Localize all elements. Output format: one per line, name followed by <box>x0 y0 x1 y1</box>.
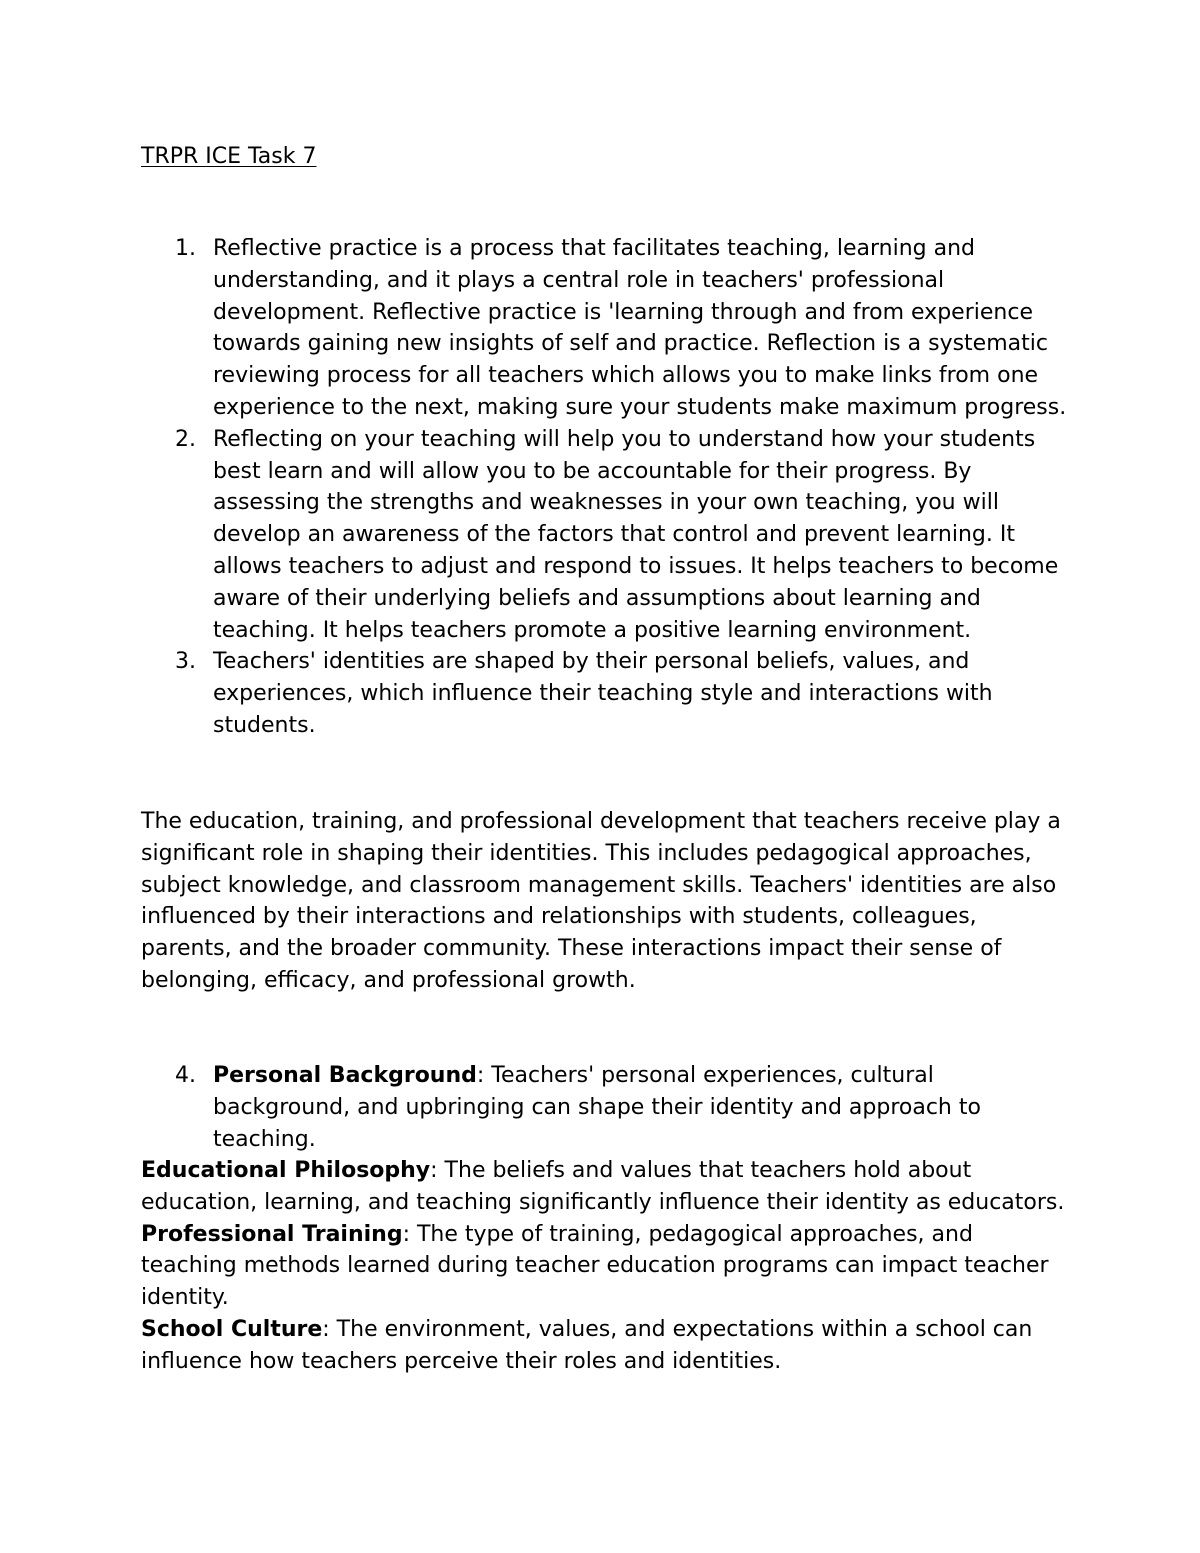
factor-label: Professional Training <box>141 1221 403 1247</box>
list-item-text: Teachers' identities are shaped by their personal beliefs, values, and experiences, which influence their teaching style and interactions with students. <box>213 649 993 738</box>
factors-section <box>141 1155 1071 1378</box>
list-item <box>0 1060 1073 1155</box>
list-item-number: 1. <box>175 236 196 261</box>
list-item-number: 2. <box>175 426 196 452</box>
list-item-number: 3. <box>175 649 196 675</box>
list-item-text: Reflecting on your teaching will help you to understand how your students best learn and will allow you to be accountable for their progress. By assessing the strengths and weaknesses in your own teaching, you will develop an awareness of the factors that control and prevent learning. It allows teachers to adjust and respond to issues. It helps teachers to become aware of their underlying beliefs and assumptions about learning and teaching. It helps teachers promote a positive learning environment. <box>213 426 1059 643</box>
numbered-list <box>0 1060 1200 1155</box>
list-item <box>0 233 1073 424</box>
list-item <box>0 646 1073 741</box>
list-item-label: Personal Background <box>213 1063 477 1088</box>
factor-paragraph <box>141 1155 1071 1219</box>
factor-text: : The environment, values, and expectations within a school can influence how teachers perceive their roles and identities. <box>141 1316 1033 1374</box>
list-item-text: : Teachers' personal experiences, cultural background, and upbringing can shape their identity and approach to teaching. <box>213 1063 981 1152</box>
body-paragraph: The education, training, and professional development that teachers receive play a significant role in shaping their identities. This includes pedagogical approaches, subject knowledge, and classroom management skills. Teachers' identities are also influenced by their interactions and relationships with students, colleagues, parents, and the broader community. These interactions impact their sense of belonging, efficacy, and professional growth. <box>141 809 1061 993</box>
list-item-text: Reflective practice is a process that facilitates teaching, learning and understanding, and it plays a central role in teachers' professional development. Reflective practice is 'learning through and from experience towards gaining new insights of self and practice. Reflection is a systematic reviewing process for all teachers which allows you to make links from one experience to the next, making sure your students make maximum progress. <box>213 236 1067 420</box>
document-title: TRPR ICE Task 7 <box>141 144 317 169</box>
list-item <box>0 424 1073 647</box>
factor-text: : The beliefs and values that teachers hold about education, learning, and teaching significantly influence their identity as educators. <box>141 1158 1065 1215</box>
factor-label: Educational Philosophy <box>141 1158 431 1183</box>
factor-text: : The type of training, pedagogical approaches, and teaching methods learned during teacher education programs can impact teacher identity. <box>141 1221 1049 1311</box>
factor-label: School Culture <box>141 1316 323 1342</box>
list-item-number: 4. <box>175 1063 196 1088</box>
factor-paragraph <box>141 1219 1071 1314</box>
numbered-list <box>0 233 1200 742</box>
factor-paragraph <box>141 1314 1071 1378</box>
